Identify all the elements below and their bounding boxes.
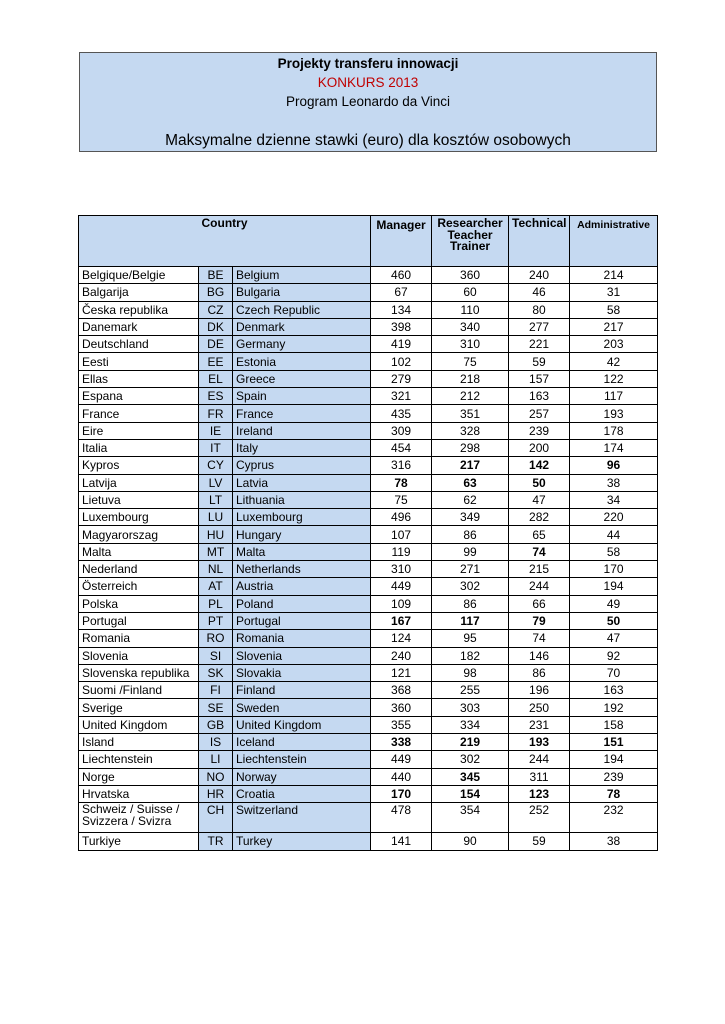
country-english-name: Malta xyxy=(233,543,371,560)
researcher-rate: 86 xyxy=(432,526,509,543)
trainer-header-line: Trainer xyxy=(450,239,491,253)
country-local-name: Romania xyxy=(79,630,199,647)
manager-rate: 109 xyxy=(371,595,432,612)
administrative-rate: 170 xyxy=(570,561,658,578)
manager-rate: 78 xyxy=(371,474,432,491)
country-local-name: Slovenska republika xyxy=(79,664,199,681)
administrative-rate: 38 xyxy=(570,474,658,491)
table-row xyxy=(79,682,658,699)
technical-rate: 240 xyxy=(509,267,570,284)
country-code: BG xyxy=(199,284,233,301)
administrative-rate: 78 xyxy=(570,785,658,802)
researcher-rate: 310 xyxy=(432,336,509,353)
table-row xyxy=(79,388,658,405)
researcher-rate: 351 xyxy=(432,405,509,422)
country-local-name: Italia xyxy=(79,439,199,456)
country-english-name: Sweden xyxy=(233,699,371,716)
researcher-header-line: Researcher xyxy=(437,216,503,230)
technical-rate: 50 xyxy=(509,474,570,491)
table-row xyxy=(79,457,658,474)
country-local-name: Schweiz / Suisse / Svizzera / Svizra xyxy=(79,803,199,833)
technical-rate: 80 xyxy=(509,301,570,318)
administrative-rate: 163 xyxy=(570,682,658,699)
country-english-name: Croatia xyxy=(233,785,371,802)
administrative-rate: 47 xyxy=(570,630,658,647)
technical-rate: 244 xyxy=(509,578,570,595)
country-code: HR xyxy=(199,785,233,802)
country-english-name: Germany xyxy=(233,336,371,353)
technical-rate: 282 xyxy=(509,509,570,526)
country-local-name: Česka republika xyxy=(79,301,199,318)
country-code: DE xyxy=(199,336,233,353)
manager-rate: 309 xyxy=(371,422,432,439)
manager-rate: 67 xyxy=(371,284,432,301)
manager-rate: 141 xyxy=(371,833,432,850)
country-english-name: Slovenia xyxy=(233,647,371,664)
manager-rate: 119 xyxy=(371,543,432,560)
technical-rate: 142 xyxy=(509,457,570,474)
country-local-name: Magyarorszag xyxy=(79,526,199,543)
technical-rate: 221 xyxy=(509,336,570,353)
researcher-rate: 302 xyxy=(432,751,509,768)
country-english-name: Portugal xyxy=(233,612,371,629)
administrative-rate: 158 xyxy=(570,716,658,733)
table-row xyxy=(79,491,658,508)
researcher-rate: 212 xyxy=(432,388,509,405)
teacher-header-line: Teacher xyxy=(447,227,493,242)
country-local-name: Nederland xyxy=(79,561,199,578)
country-local-name: Luxembourg xyxy=(79,509,199,526)
technical-rate: 79 xyxy=(509,612,570,629)
researcher-rate: 360 xyxy=(432,267,509,284)
country-code: CZ xyxy=(199,301,233,318)
manager-rate: 368 xyxy=(371,682,432,699)
table-row xyxy=(79,284,658,301)
technical-rate: 215 xyxy=(509,561,570,578)
administrative-rate: 50 xyxy=(570,612,658,629)
country-local-name: Deutschland xyxy=(79,336,199,353)
technical-rate: 257 xyxy=(509,405,570,422)
country-english-name: Austria xyxy=(233,578,371,595)
country-local-name: Malta xyxy=(79,543,199,560)
researcher-rate: 110 xyxy=(432,301,509,318)
technical-rate: 74 xyxy=(509,630,570,647)
country-english-name: Spain xyxy=(233,388,371,405)
administrative-rate: 214 xyxy=(570,267,658,284)
researcher-rate: 95 xyxy=(432,630,509,647)
country-code: ES xyxy=(199,388,233,405)
technical-rate: 311 xyxy=(509,768,570,785)
country-code: NO xyxy=(199,768,233,785)
technical-rate: 231 xyxy=(509,716,570,733)
researcher-rate: 182 xyxy=(432,647,509,664)
manager-rate: 449 xyxy=(371,751,432,768)
administrative-rate: 92 xyxy=(570,647,658,664)
administrative-rate: 34 xyxy=(570,491,658,508)
table-row xyxy=(79,595,658,612)
researcher-rate: 217 xyxy=(432,457,509,474)
country-code: LT xyxy=(199,491,233,508)
country-english-name: France xyxy=(233,405,371,422)
manager-rate: 440 xyxy=(371,768,432,785)
manager-rate: 107 xyxy=(371,526,432,543)
table-row xyxy=(79,785,658,802)
table-row xyxy=(79,630,658,647)
administrative-rate: 70 xyxy=(570,664,658,681)
country-code: IT xyxy=(199,439,233,456)
country-code: CY xyxy=(199,457,233,474)
administrative-rate: 42 xyxy=(570,353,658,370)
country-english-name: Cyprus xyxy=(233,457,371,474)
country-code: CH xyxy=(199,803,233,833)
country-code: SI xyxy=(199,647,233,664)
administrative-rate: 192 xyxy=(570,699,658,716)
contest-label: KONKURS 2013 xyxy=(317,75,419,90)
manager-rate: 449 xyxy=(371,578,432,595)
technical-rate: 86 xyxy=(509,664,570,681)
table-row xyxy=(79,439,658,456)
manager-rate: 102 xyxy=(371,353,432,370)
technical-rate: 123 xyxy=(509,785,570,802)
country-local-name: Ellas xyxy=(79,370,199,387)
table-row xyxy=(79,422,658,439)
researcher-rate: 298 xyxy=(432,439,509,456)
table-row xyxy=(79,561,658,578)
country-english-name: Slovakia xyxy=(233,664,371,681)
manager-rate: 121 xyxy=(371,664,432,681)
country-english-name: Iceland xyxy=(233,734,371,751)
country-english-name: Finland xyxy=(233,682,371,699)
table-header-row xyxy=(79,216,658,267)
manager-rate: 478 xyxy=(371,803,432,833)
country-english-name: Bulgaria xyxy=(233,284,371,301)
country-code: LI xyxy=(199,751,233,768)
country-code: NL xyxy=(199,561,233,578)
manager-rate: 360 xyxy=(371,699,432,716)
researcher-rate: 219 xyxy=(432,734,509,751)
researcher-rate: 63 xyxy=(432,474,509,491)
administrative-rate: 38 xyxy=(570,833,658,850)
technical-rate: 196 xyxy=(509,682,570,699)
technical-rate: 244 xyxy=(509,751,570,768)
country-english-name: Norway xyxy=(233,768,371,785)
administrative-header: Administrative xyxy=(570,216,658,267)
researcher-rate: 302 xyxy=(432,578,509,595)
researcher-rate: 349 xyxy=(432,509,509,526)
country-english-name: Belgium xyxy=(233,267,371,284)
administrative-rate: 220 xyxy=(570,509,658,526)
manager-rate: 279 xyxy=(371,370,432,387)
administrative-rate: 117 xyxy=(570,388,658,405)
manager-header: Manager xyxy=(371,216,432,267)
researcher-rate: 60 xyxy=(432,284,509,301)
technical-rate: 200 xyxy=(509,439,570,456)
manager-rate: 496 xyxy=(371,509,432,526)
administrative-rate: 122 xyxy=(570,370,658,387)
country-local-name: Island xyxy=(79,734,199,751)
country-code: PT xyxy=(199,612,233,629)
country-english-name: Ireland xyxy=(233,422,371,439)
country-english-name: Estonia xyxy=(233,353,371,370)
country-local-name: Kypros xyxy=(79,457,199,474)
administrative-rate: 194 xyxy=(570,751,658,768)
manager-rate: 124 xyxy=(371,630,432,647)
researcher-rate: 62 xyxy=(432,491,509,508)
administrative-rate: 174 xyxy=(570,439,658,456)
administrative-rate: 217 xyxy=(570,318,658,335)
country-local-name: Espana xyxy=(79,388,199,405)
manager-rate: 240 xyxy=(371,647,432,664)
researcher-rate: 86 xyxy=(432,595,509,612)
manager-rate: 170 xyxy=(371,785,432,802)
technical-rate: 66 xyxy=(509,595,570,612)
country-code: IE xyxy=(199,422,233,439)
researcher-rate: 334 xyxy=(432,716,509,733)
country-english-name: Latvia xyxy=(233,474,371,491)
technical-header: Technical xyxy=(509,216,570,267)
country-local-name: Turkiye xyxy=(79,833,199,850)
country-local-name: Suomi /Finland xyxy=(79,682,199,699)
table-row xyxy=(79,612,658,629)
country-local-name: Liechtenstein xyxy=(79,751,199,768)
table-row xyxy=(79,526,658,543)
researcher-rate: 117 xyxy=(432,612,509,629)
manager-rate: 398 xyxy=(371,318,432,335)
document-subtitle: Maksymalne dzienne stawki (euro) dla kosztów osobowych xyxy=(165,132,571,149)
country-code: SE xyxy=(199,699,233,716)
country-local-name: France xyxy=(79,405,199,422)
technical-rate: 74 xyxy=(509,543,570,560)
table-row xyxy=(79,405,658,422)
technical-rate: 65 xyxy=(509,526,570,543)
country-local-name: Eire xyxy=(79,422,199,439)
country-local-name: Lietuva xyxy=(79,491,199,508)
technical-rate: 146 xyxy=(509,647,570,664)
researcher-rate: 255 xyxy=(432,682,509,699)
manager-rate: 460 xyxy=(371,267,432,284)
researcher-rate: 345 xyxy=(432,768,509,785)
country-english-name: Romania xyxy=(233,630,371,647)
researcher-rate: 90 xyxy=(432,833,509,850)
manager-rate: 355 xyxy=(371,716,432,733)
table-row xyxy=(79,301,658,318)
manager-rate: 310 xyxy=(371,561,432,578)
administrative-rate: 96 xyxy=(570,457,658,474)
country-english-name: Luxembourg xyxy=(233,509,371,526)
country-code: EE xyxy=(199,353,233,370)
manager-rate: 316 xyxy=(371,457,432,474)
researcher-rate: 271 xyxy=(432,561,509,578)
country-english-name: Czech Republic xyxy=(233,301,371,318)
manager-rate: 134 xyxy=(371,301,432,318)
manager-rate: 419 xyxy=(371,336,432,353)
table-row xyxy=(79,647,658,664)
researcher-rate: 328 xyxy=(432,422,509,439)
researcher-rate: 154 xyxy=(432,785,509,802)
administrative-rate: 239 xyxy=(570,768,658,785)
researcher-rate: 340 xyxy=(432,318,509,335)
technical-rate: 157 xyxy=(509,370,570,387)
manager-rate: 454 xyxy=(371,439,432,456)
researcher-rate: 98 xyxy=(432,664,509,681)
country-local-name: Eesti xyxy=(79,353,199,370)
table-row xyxy=(79,370,658,387)
country-local-name: Österreich xyxy=(79,578,199,595)
administrative-rate: 178 xyxy=(570,422,658,439)
table-row xyxy=(79,699,658,716)
table-row xyxy=(79,353,658,370)
country-header: Country xyxy=(79,216,371,267)
technical-rate: 239 xyxy=(509,422,570,439)
researcher-header xyxy=(432,216,509,267)
technical-rate: 59 xyxy=(509,833,570,850)
country-english-name: Lithuania xyxy=(233,491,371,508)
technical-rate: 59 xyxy=(509,353,570,370)
country-code: AT xyxy=(199,578,233,595)
administrative-rate: 44 xyxy=(570,526,658,543)
country-english-name: Switzerland xyxy=(233,803,371,833)
technical-rate: 252 xyxy=(509,803,570,833)
table-row xyxy=(79,833,658,850)
table-row xyxy=(79,734,658,751)
country-local-name: Belgique/Belgie xyxy=(79,267,199,284)
country-code: PL xyxy=(199,595,233,612)
technical-rate: 193 xyxy=(509,734,570,751)
document-header xyxy=(79,52,657,152)
country-local-name: Danemark xyxy=(79,318,199,335)
administrative-rate: 232 xyxy=(570,803,658,833)
manager-rate: 435 xyxy=(371,405,432,422)
table-row xyxy=(79,509,658,526)
table-row xyxy=(79,751,658,768)
table-row xyxy=(79,578,658,595)
country-local-name: Balgarija xyxy=(79,284,199,301)
country-code: BE xyxy=(199,267,233,284)
technical-rate: 163 xyxy=(509,388,570,405)
country-english-name: Greece xyxy=(233,370,371,387)
country-local-name: Sverige xyxy=(79,699,199,716)
researcher-rate: 354 xyxy=(432,803,509,833)
country-english-name: Turkey xyxy=(233,833,371,850)
country-english-name: Liechtenstein xyxy=(233,751,371,768)
country-local-name: Hrvatska xyxy=(79,785,199,802)
country-local-name: Norge xyxy=(79,768,199,785)
country-english-name: Denmark xyxy=(233,318,371,335)
manager-rate: 167 xyxy=(371,612,432,629)
table-row xyxy=(79,768,658,785)
technical-rate: 46 xyxy=(509,284,570,301)
administrative-rate: 58 xyxy=(570,543,658,560)
country-code: GB xyxy=(199,716,233,733)
document-title: Projekty transferu innowacji xyxy=(277,56,459,71)
country-english-name: Italy xyxy=(233,439,371,456)
technical-rate: 250 xyxy=(509,699,570,716)
technical-rate: 277 xyxy=(509,318,570,335)
country-code: TR xyxy=(199,833,233,850)
researcher-rate: 99 xyxy=(432,543,509,560)
manager-rate: 75 xyxy=(371,491,432,508)
table-row xyxy=(79,336,658,353)
country-code: LU xyxy=(199,509,233,526)
table-row xyxy=(79,318,658,335)
country-code: FR xyxy=(199,405,233,422)
administrative-rate: 31 xyxy=(570,284,658,301)
table-row xyxy=(79,474,658,491)
technical-rate: 47 xyxy=(509,491,570,508)
table-row xyxy=(79,716,658,733)
country-local-name: Portugal xyxy=(79,612,199,629)
country-local-name: United Kingdom xyxy=(79,716,199,733)
country-code: EL xyxy=(199,370,233,387)
country-code: DK xyxy=(199,318,233,335)
administrative-rate: 151 xyxy=(570,734,658,751)
country-local-name: Slovenia xyxy=(79,647,199,664)
table-row xyxy=(79,803,658,833)
researcher-rate: 75 xyxy=(432,353,509,370)
rates-table xyxy=(78,215,658,851)
table-row xyxy=(79,267,658,284)
table-row xyxy=(79,664,658,681)
administrative-rate: 203 xyxy=(570,336,658,353)
country-local-name: Polska xyxy=(79,595,199,612)
manager-rate: 338 xyxy=(371,734,432,751)
administrative-rate: 58 xyxy=(570,301,658,318)
country-code: MT xyxy=(199,543,233,560)
program-name: Program Leonardo da Vinci xyxy=(285,94,451,109)
country-english-name: Netherlands xyxy=(233,561,371,578)
country-code: FI xyxy=(199,682,233,699)
administrative-rate: 194 xyxy=(570,578,658,595)
administrative-rate: 49 xyxy=(570,595,658,612)
researcher-rate: 303 xyxy=(432,699,509,716)
country-code: IS xyxy=(199,734,233,751)
country-local-name: Latvija xyxy=(79,474,199,491)
country-code: LV xyxy=(199,474,233,491)
researcher-rate: 218 xyxy=(432,370,509,387)
country-english-name: Poland xyxy=(233,595,371,612)
table-row xyxy=(79,543,658,560)
country-english-name: United Kingdom xyxy=(233,716,371,733)
country-code: RO xyxy=(199,630,233,647)
administrative-rate: 193 xyxy=(570,405,658,422)
manager-rate: 321 xyxy=(371,388,432,405)
country-code: SK xyxy=(199,664,233,681)
country-english-name: Hungary xyxy=(233,526,371,543)
country-code: HU xyxy=(199,526,233,543)
